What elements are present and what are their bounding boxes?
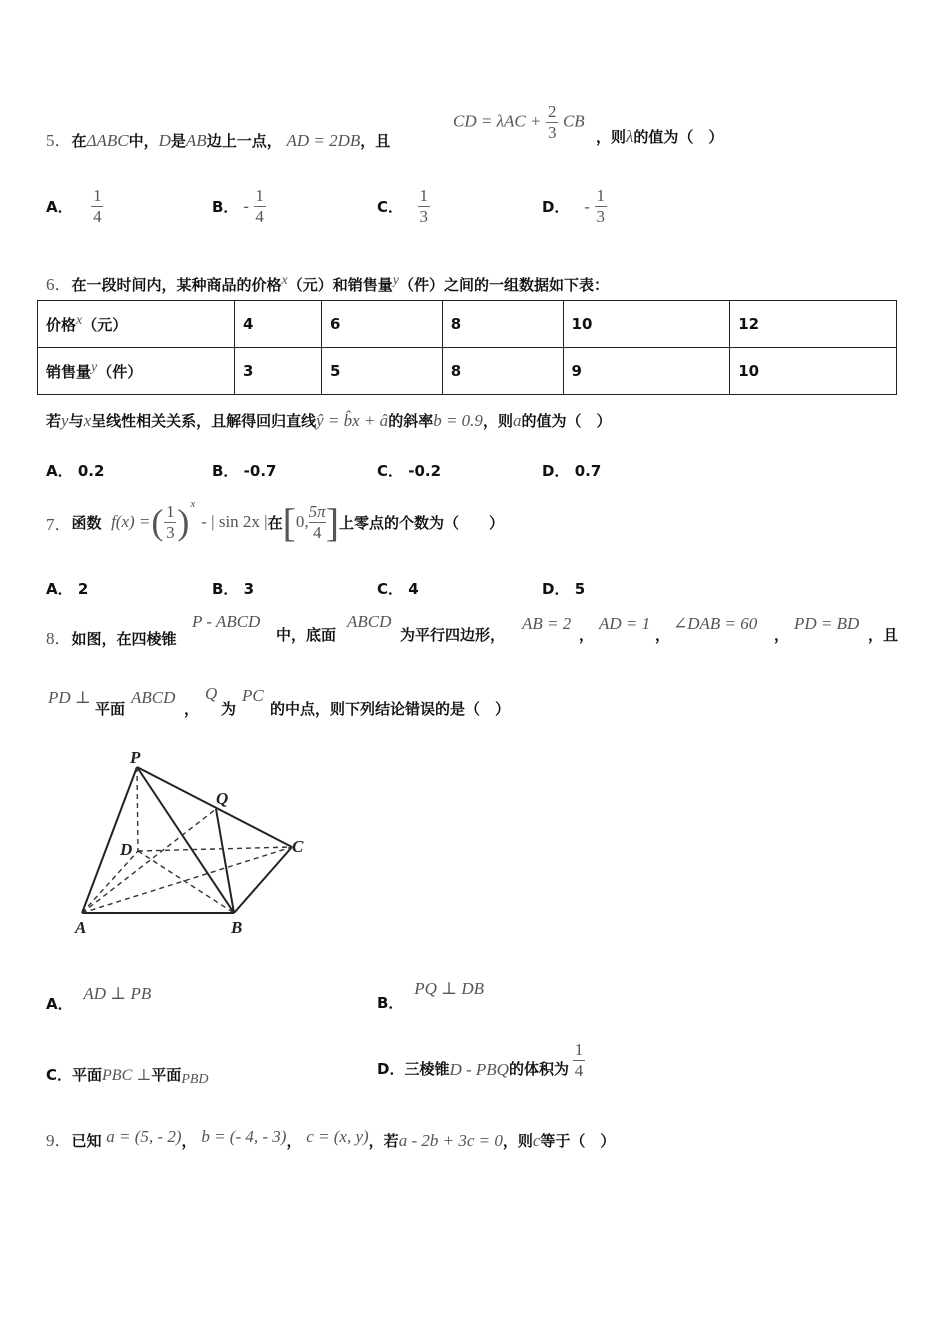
table-cell: 3	[235, 348, 322, 395]
q7-option-d[interactable]: D． 5	[542, 580, 586, 598]
table-cell: 8	[442, 348, 563, 395]
vector-a: a = (5, - 2)	[106, 1127, 182, 1146]
q6-option-c[interactable]: C． -0.2	[377, 462, 442, 480]
q5-stem: 5．在ΔABC中，D是AB边上一点， AD = 2DB，且	[46, 131, 391, 150]
q5-stem-end: ，则λ的值为（ ）	[596, 127, 724, 146]
q5-number: 5．	[46, 131, 72, 150]
q6-option-b[interactable]: B． -0.7	[212, 462, 277, 480]
pyramid-figure	[60, 745, 350, 945]
table-row	[38, 348, 897, 395]
q8-stem-line1: 8．如图，在四棱锥	[46, 629, 177, 648]
table-cell: 12	[730, 301, 897, 348]
q6-number: 6．	[46, 275, 72, 294]
condition-pd-bd: PD = BD	[794, 614, 860, 633]
regression-equation: ŷ = b̂x + â	[316, 411, 389, 430]
vector-c: c = (x, y)	[306, 1127, 369, 1146]
vertex-D-label: D	[120, 840, 133, 859]
q8-option-c[interactable]: C．平面PBC ⊥平面PBD	[46, 1066, 209, 1087]
q5-option-d[interactable]: D． - $\frac{1}{3}$	[542, 186, 605, 226]
q9-stem: 9．已知 a = (5, - 2)， b = (- 4, - 3)， c = (x, y)，若a - 2b + 3c = 0，则c等于（ ）	[46, 1127, 616, 1150]
q8-option-b[interactable]: B． PQ ⊥ DB	[377, 979, 485, 1012]
edge-PC	[137, 767, 292, 847]
vertex-B-label: B	[231, 918, 243, 937]
q8-option-a[interactable]: A． AD ⊥ PB	[46, 984, 152, 1013]
q8-pyramid: P - ABCD	[192, 612, 261, 631]
table-cell: 9	[563, 348, 730, 395]
condition-ad: AD = 1	[599, 614, 651, 633]
q6-option-a[interactable]: A． 0.2	[46, 462, 105, 480]
vector-equation: a - 2b + 3c = 0	[398, 1131, 503, 1150]
edge-QB	[216, 809, 234, 913]
q5-vector-equation: CD = λAC + $\frac{2}{3}$ CB	[453, 102, 585, 142]
table-cell: 10	[730, 348, 897, 395]
edge-DC	[138, 847, 292, 851]
edge-BC	[234, 847, 292, 913]
vertex-A-label: A	[75, 918, 87, 937]
table-cell: 8	[442, 301, 563, 348]
q8-number: 8．	[46, 629, 72, 648]
vertex-Q-label: Q	[216, 789, 229, 808]
q7-option-a[interactable]: A． 2	[46, 580, 89, 598]
q7-number: 7．	[46, 514, 72, 534]
q6-data-table	[37, 300, 897, 395]
q7-stem: 7． 函数 f(x) = ( $\frac{1}{3}$ ) x - | sin 2x | 在 [ 0, $\frac{5\pi}{4}$ ] 上零点的个数为（ ）	[46, 498, 505, 545]
vector-b: b = (- 4, - 3)	[201, 1127, 287, 1146]
table-row-header: 销售量y（件）	[38, 348, 235, 395]
table-row-header: 价格x（元）	[38, 301, 235, 348]
q6-stem: 6．在一段时间内，某种商品的价格x（元）和销售量y（件）之间的一组数据如下表：	[46, 273, 609, 294]
condition-ab: AB = 2	[522, 614, 572, 633]
q7-option-b[interactable]: B． 3	[212, 580, 255, 598]
vertex-C-label: C	[292, 837, 304, 856]
q6-option-d[interactable]: D． 0.7	[542, 462, 602, 480]
table-row	[38, 301, 897, 348]
q8-option-d[interactable]: D． 三棱锥 D - PBQ 的体积为 $\frac{1}{4}$	[377, 1040, 584, 1080]
edge-PD	[137, 767, 138, 851]
q5-option-b[interactable]: B． - $\frac{1}{4}$	[212, 186, 264, 226]
slope-value: b = 0.9	[433, 411, 483, 430]
edge-AC	[82, 847, 292, 913]
q5-option-a[interactable]: A． $\frac{1}{4}$	[46, 186, 102, 226]
table-cell: 5	[322, 348, 443, 395]
vertex-P-label: P	[130, 748, 141, 767]
table-cell: 6	[322, 301, 443, 348]
condition-angle: ∠DAB = 60	[673, 614, 758, 633]
table-cell: 10	[563, 301, 730, 348]
table-cell: 4	[235, 301, 322, 348]
q7-option-c[interactable]: C． 4	[377, 580, 419, 598]
q9-number: 9．	[46, 1131, 72, 1150]
edge-DB	[138, 851, 234, 913]
q6-question: 若y与x呈线性相关关系，且解得回归直线ŷ = b̂x + â的斜率b = 0.9，则a的值为（ ）	[46, 411, 612, 430]
q5-option-c[interactable]: C． $\frac{1}{3}$	[377, 186, 429, 226]
